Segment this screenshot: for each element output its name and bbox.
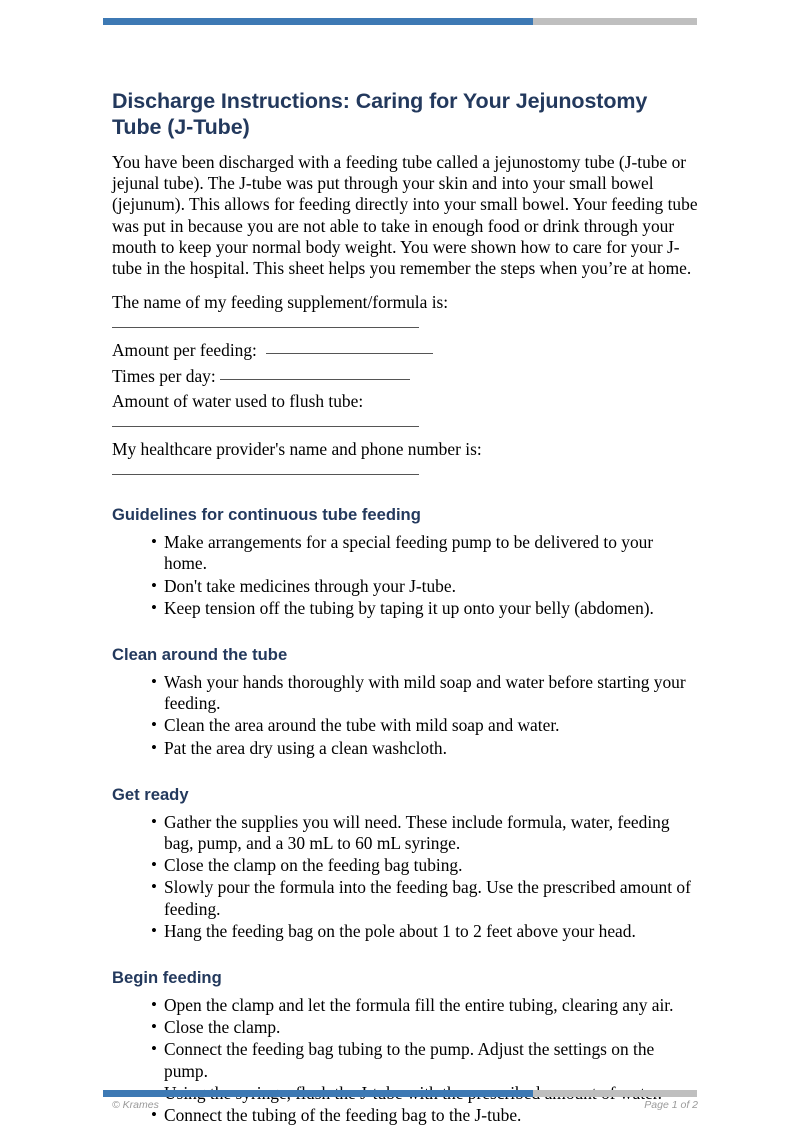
list-item: • Close the clamp on the feeding bag tubing. — [152, 855, 698, 876]
section-list-clean-around-tube — [112, 672, 698, 759]
header-rule-gray-segment — [533, 18, 697, 25]
field-text-times-per-day: Times per day: — [112, 365, 221, 386]
field-label-amount-per-feeding — [112, 340, 698, 361]
section-heading-begin-feeding: Begin feeding — [112, 968, 222, 988]
list-item: • Slowly pour the formula into the feeding bag. Use the prescribed amount of feeding. — [152, 877, 698, 919]
section-heading-get-ready: Get ready — [112, 784, 189, 804]
fill-in-blank-water-to-flush[interactable] — [112, 426, 419, 427]
fill-in-blank-amount-per-feeding[interactable] — [266, 353, 433, 354]
list-item: • Don't take medicines through your J-tube. — [152, 576, 698, 597]
document-content — [112, 88, 698, 1127]
field-label-times-per-day — [112, 366, 698, 387]
section-list-get-ready — [112, 812, 698, 942]
fill-in-blank-times-per-day[interactable] — [220, 379, 410, 380]
footer-rule — [103, 1090, 697, 1097]
footer-rule-gray-segment — [533, 1090, 697, 1097]
intro-paragraph: You have been discharged with a feeding tube called a jejunostomy tube (J-tube or jejunal tube). The J-tube was put through your skin and into your small bowel (jejunum). This allows for feeding directly into your small bowel. Your feeding tube was put in because you are not able to take in enough food or drink through your mouth to keep your normal body weight. You were shown how to care for your J-tube in the hospital. This sheet helps you remember the steps when you’re at home. — [112, 152, 698, 279]
field-label-water-to-flush: Amount of water used to flush tube: — [112, 390, 364, 411]
page-title: Discharge Instructions: Caring for Your Jejunostomy Tube (J-Tube) — [112, 89, 648, 139]
field-label-formula-name: The name of my feeding supplement/formula is: — [112, 292, 449, 313]
list-item: • Gather the supplies you will need. These include formula, water, feeding bag, pump, and a 30 mL to 60 mL syringe. — [152, 812, 698, 854]
page-footer — [112, 1099, 698, 1111]
list-item: • Close the clamp. — [152, 1017, 698, 1038]
footer-copyright: © Krames — [112, 1099, 159, 1111]
field-label-provider-contact: My healthcare provider's name and phone number is: — [112, 439, 482, 460]
field-text-amount-per-feeding: Amount per feeding: — [112, 340, 266, 361]
footer-page-number: Page 1 of 2 — [644, 1099, 698, 1111]
list-item: • Clean the area around the tube with mild soap and water. — [152, 715, 698, 736]
list-item: • Make arrangements for a special feeding pump to be delivered to your home. — [152, 532, 698, 574]
list-item: • Keep tension off the tubing by taping it up onto your belly (abdomen). — [152, 598, 698, 619]
fill-in-blank-provider-contact[interactable] — [112, 474, 419, 475]
section-heading-clean-around-tube: Clean around the tube — [112, 645, 288, 665]
header-rule-blue-segment — [103, 18, 533, 25]
section-list-guidelines — [112, 532, 698, 619]
list-item: • Connect the tubing of the feeding bag to the J-tube. — [152, 1105, 698, 1126]
list-item: • Pat the area dry using a clean washcloth. — [152, 738, 698, 759]
section-heading-guidelines: Guidelines for continuous tube feeding — [112, 505, 421, 525]
fill-in-blank-formula-name[interactable] — [112, 327, 419, 328]
header-rule — [103, 18, 697, 25]
footer-rule-blue-segment — [103, 1090, 533, 1097]
list-item: • Open the clamp and let the formula fill the entire tubing, clearing any air. — [152, 995, 698, 1016]
list-item: • Hang the feeding bag on the pole about 1 to 2 feet above your head. — [152, 921, 698, 942]
list-item: • Wash your hands thoroughly with mild soap and water before starting your feeding. — [152, 672, 698, 714]
list-item: • Connect the feeding bag tubing to the pump. Adjust the settings on the pump. — [152, 1039, 698, 1081]
